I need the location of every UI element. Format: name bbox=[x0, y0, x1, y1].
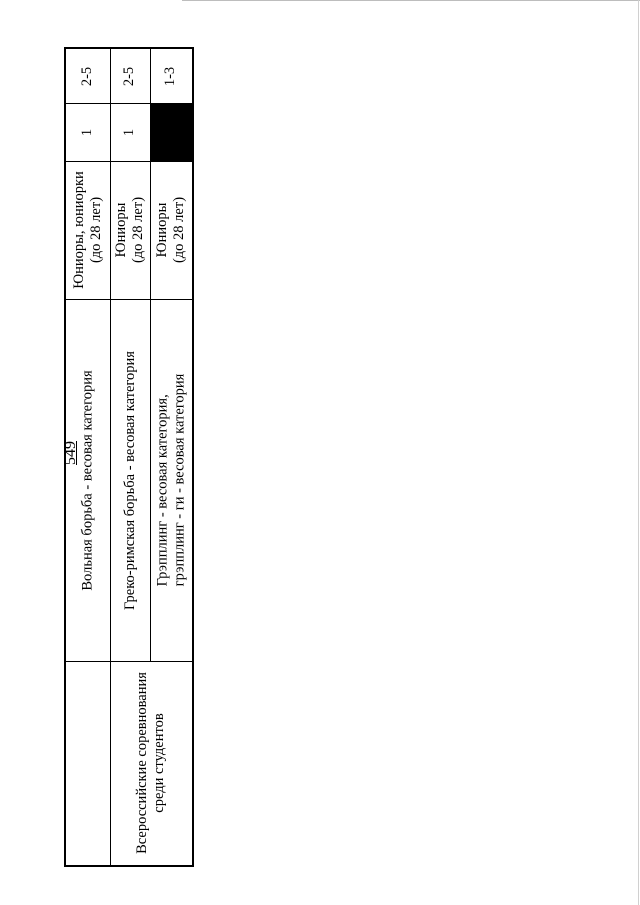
places-b-cell: 1-3 bbox=[162, 66, 179, 86]
competition-text: Всероссийские соревнования среди студентов bbox=[134, 672, 167, 854]
places-b-cell: 2-5 bbox=[121, 66, 138, 86]
discipline-cell bbox=[150, 299, 192, 661]
page-number-text: 549 bbox=[62, 441, 79, 465]
discipline-cell bbox=[110, 299, 150, 661]
competition-table bbox=[64, 47, 194, 867]
discipline-text: Вольная борьба - весовая категория bbox=[79, 369, 96, 591]
age-group-cell bbox=[110, 161, 150, 299]
discipline-text: Греко-римская борьба - весовая категория bbox=[121, 350, 138, 610]
places-b-cell: 2-5 bbox=[79, 66, 96, 86]
places-a-cell-filled bbox=[150, 103, 192, 161]
discipline-cell bbox=[66, 299, 110, 661]
age-group-text: Юниоры, юниорки (до 28 лет) bbox=[71, 171, 105, 289]
competition-cell bbox=[110, 661, 192, 865]
age-group-cell bbox=[150, 161, 192, 299]
scan-edge bbox=[182, 0, 640, 1]
places-a-cell: 1 bbox=[79, 128, 96, 136]
scan-edge bbox=[638, 0, 639, 905]
age-group-cell bbox=[66, 161, 110, 299]
age-group-text: Юниоры (до 28 лет) bbox=[154, 196, 188, 264]
age-group-text: Юниоры (до 28 лет) bbox=[113, 196, 147, 264]
discipline-text: Грэпплинг - весовая категория, грэпплинг - ги - весовая категория bbox=[154, 373, 188, 587]
places-a-cell: 1 bbox=[121, 128, 138, 136]
